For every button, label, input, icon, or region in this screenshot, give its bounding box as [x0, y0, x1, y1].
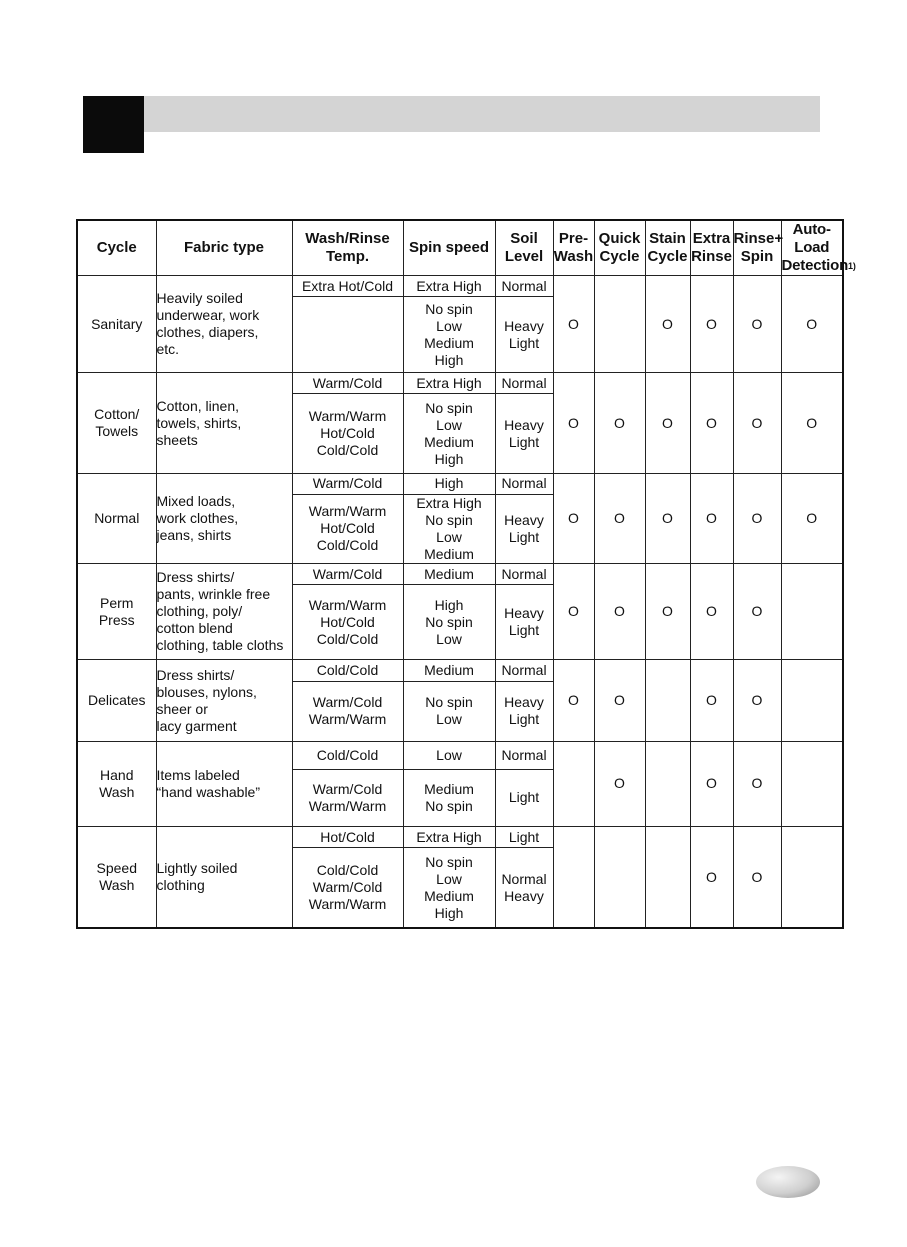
fabric-type-line: underwear, work: [156, 307, 260, 324]
fabric-type-line: etc.: [156, 341, 180, 358]
soil-options-line: Heavy: [504, 511, 544, 528]
temp-options-line: Warm/Cold: [312, 694, 383, 711]
page-number-badge: [756, 1166, 820, 1198]
spin-primary: [403, 373, 495, 394]
table-row: [77, 373, 843, 394]
stain-cycle-mark: [645, 660, 690, 741]
header-quick-cycle: Quick Cycle: [594, 220, 645, 276]
fabric-type-line: Items labeled: [156, 766, 240, 783]
cycle-name: [77, 660, 156, 741]
extra-rinse-mark: O: [690, 827, 733, 928]
fabric-type-line: “hand washable”: [156, 783, 261, 800]
fabric-type-line: pants, wrinkle free: [156, 586, 271, 603]
soil-options: [495, 848, 553, 928]
cycle-name-line: Cotton/: [94, 406, 140, 423]
soil-options-line: Light: [508, 711, 540, 728]
pre-wash-mark: O: [553, 564, 594, 660]
stain-cycle-mark: [645, 741, 690, 826]
table-row: [77, 741, 843, 769]
fabric-type-line: Mixed loads,: [156, 492, 236, 509]
spin-options: [403, 681, 495, 741]
pre-wash-mark: O: [553, 373, 594, 473]
spin-primary-line: Extra High: [416, 277, 482, 294]
header-stain-cycle: Stain Cycle: [645, 220, 690, 276]
cycle-name-line: Towels: [95, 423, 139, 440]
fabric-type: [156, 741, 292, 826]
rinse-spin-mark: O: [733, 660, 781, 741]
soil-primary-line: Normal: [501, 661, 547, 678]
soil-options: [495, 494, 553, 563]
spin-primary: [403, 660, 495, 681]
extra-rinse-mark: O: [690, 473, 733, 563]
cycle-name-line: Hand: [100, 766, 134, 783]
pre-wash-mark: [553, 741, 594, 826]
fabric-type: [156, 827, 292, 928]
fabric-type-line: jeans, shirts: [156, 526, 232, 543]
fabric-type-line: clothes, diapers,: [156, 324, 259, 341]
extra-rinse-mark: O: [690, 276, 733, 373]
spin-primary: [403, 827, 495, 848]
rinse-spin-mark: O: [733, 473, 781, 563]
temp-options-line: Cold/Cold: [316, 862, 379, 879]
soil-options-line: Light: [508, 789, 540, 806]
extra-rinse-mark: O: [690, 564, 733, 660]
spin-options: [403, 769, 495, 826]
spin-primary-line: Low: [436, 746, 462, 763]
spin-options-line: Extra High: [416, 494, 482, 511]
auto-load-detection-mark: O: [781, 473, 843, 563]
rinse-spin-mark: O: [733, 741, 781, 826]
cycle-name: [77, 373, 156, 473]
table-row: [77, 564, 843, 585]
extra-rinse-mark: O: [690, 741, 733, 826]
auto-load-detection-mark: [781, 564, 843, 660]
soil-options-line: Normal: [501, 870, 547, 887]
temp-options-line: Warm/Warm: [308, 408, 387, 425]
soil-primary-line: Normal: [501, 746, 547, 763]
fabric-type: [156, 564, 292, 660]
pre-wash-mark: O: [553, 473, 594, 563]
header-cycle: Cycle: [77, 220, 156, 276]
rinse-spin-mark: O: [733, 276, 781, 373]
quick-cycle-mark: O: [594, 564, 645, 660]
spin-primary: [403, 564, 495, 585]
temp-options: [292, 585, 403, 660]
fabric-type: [156, 660, 292, 741]
cycle-name-line: Normal: [94, 509, 140, 526]
temp-options-line: Warm/Cold: [312, 780, 383, 797]
fabric-type-line: blouses, nylons,: [156, 683, 257, 700]
header-auto-load-detection: Auto-Load Detection$^{1)}$: [781, 221, 856, 274]
stain-cycle-mark: O: [645, 564, 690, 660]
spin-options-line: No spin: [425, 300, 473, 317]
table-row: [77, 276, 843, 297]
temp-primary: [292, 373, 403, 394]
table-row: [77, 660, 843, 681]
temp-primary: [292, 564, 403, 585]
soil-options: [495, 297, 553, 373]
temp-options-line: Hot/Cold: [320, 520, 375, 537]
temp-options-line: Warm/Warm: [308, 503, 387, 520]
temp-primary-line: Extra Hot/Cold: [301, 277, 394, 294]
spin-options: [403, 494, 495, 563]
fabric-type-line: sheets: [156, 431, 198, 448]
temp-primary-line: Cold/Cold: [316, 746, 379, 763]
header-spin-speed: Spin speed: [403, 220, 495, 276]
spin-options-line: Low: [436, 870, 462, 887]
soil-primary: [495, 373, 553, 394]
soil-primary: [495, 827, 553, 848]
temp-options: [292, 681, 403, 741]
soil-options: [495, 769, 553, 826]
fabric-type-line: clothing, table cloths: [156, 637, 284, 654]
soil-options: [495, 394, 553, 473]
quick-cycle-mark: O: [594, 660, 645, 741]
header-extra-rinse: Extra Rinse: [690, 220, 733, 276]
spin-options-line: No spin: [425, 511, 473, 528]
spin-primary-line: High: [434, 475, 464, 492]
quick-cycle-mark: [594, 276, 645, 373]
spin-options-line: Medium: [424, 887, 474, 904]
temp-primary: [292, 276, 403, 297]
soil-primary: [495, 473, 553, 494]
fabric-type-line: clothing, poly/: [156, 603, 243, 620]
fabric-type-line: Dress shirts/: [156, 569, 235, 586]
temp-primary-line: Warm/Cold: [312, 475, 383, 492]
fabric-type: [156, 473, 292, 563]
spin-options: [403, 848, 495, 928]
temp-options-line: Warm/Warm: [308, 896, 387, 913]
temp-primary: [292, 827, 403, 848]
cycle-name-line: Sanitary: [91, 315, 143, 332]
spin-options-line: Medium: [424, 780, 474, 797]
spin-options-line: Medium: [424, 433, 474, 450]
spin-primary-line: Extra High: [416, 374, 482, 391]
stain-cycle-mark: [645, 827, 690, 928]
soil-options-line: Light: [508, 622, 540, 639]
temp-options-line: Warm/Warm: [308, 711, 387, 728]
header-rinse-spin: Rinse+ Spin: [733, 220, 781, 276]
extra-rinse-mark: O: [690, 373, 733, 473]
spin-options-line: No spin: [425, 853, 473, 870]
spin-primary: [403, 473, 495, 494]
temp-primary-line: Warm/Cold: [312, 565, 383, 582]
stain-cycle-mark: O: [645, 373, 690, 473]
cycle-name-line: Press: [98, 611, 135, 628]
temp-options: [292, 394, 403, 473]
temp-options: [292, 297, 403, 373]
pre-wash-mark: O: [553, 276, 594, 373]
temp-options-line: Hot/Cold: [320, 613, 375, 630]
cycle-name-line: Wash: [99, 783, 135, 800]
extra-rinse-mark: O: [690, 660, 733, 741]
soil-options-line: Light: [508, 528, 540, 545]
fabric-type-line: Lightly soiled: [156, 860, 238, 877]
auto-load-detection-mark: [781, 660, 843, 741]
temp-options-line: Cold/Cold: [316, 442, 379, 459]
temp-options-line: Warm/Cold: [312, 879, 383, 896]
soil-primary: [495, 564, 553, 585]
auto-load-detection-mark: O: [781, 373, 843, 473]
spin-options-line: Low: [436, 317, 462, 334]
temp-primary-line: Cold/Cold: [316, 661, 379, 678]
spin-primary: [403, 741, 495, 769]
temp-options: [292, 769, 403, 826]
spin-options: [403, 297, 495, 373]
fabric-type-line: work clothes,: [156, 509, 239, 526]
temp-primary: [292, 660, 403, 681]
auto-load-detection-mark: O: [781, 276, 843, 373]
soil-options: [495, 585, 553, 660]
fabric-type-line: lacy garment: [156, 717, 237, 734]
cycle-name-line: Delicates: [87, 692, 146, 709]
header-pre-wash: Pre- Wash: [553, 220, 594, 276]
temp-options-line: Hot/Cold: [320, 425, 375, 442]
spin-options-line: No spin: [425, 613, 473, 630]
cycle-name: [77, 827, 156, 928]
temp-options-line: Cold/Cold: [316, 537, 379, 554]
header-soil-level: Soil Level: [495, 220, 553, 276]
spin-primary-line: Extra High: [416, 828, 482, 845]
fabric-type-line: Heavily soiled: [156, 290, 243, 307]
spin-options-line: Low: [436, 711, 462, 728]
rinse-spin-mark: O: [733, 564, 781, 660]
section-header-bar: [144, 96, 820, 132]
fabric-type-line: clothing: [156, 877, 205, 894]
cycle-name: [77, 276, 156, 373]
quick-cycle-mark: O: [594, 373, 645, 473]
auto-load-detection-mark: [781, 741, 843, 826]
temp-primary-line: Hot/Cold: [320, 828, 375, 845]
soil-options-line: Heavy: [504, 887, 544, 904]
rinse-spin-mark: O: [733, 827, 781, 928]
spin-options-line: No spin: [425, 694, 473, 711]
cycle-name-line: Perm: [100, 594, 134, 611]
temp-primary: [292, 741, 403, 769]
spin-options-line: Low: [436, 416, 462, 433]
spin-options-line: No spin: [425, 797, 473, 814]
spin-options-line: High: [434, 904, 464, 921]
pre-wash-mark: [553, 827, 594, 928]
auto-load-detection-mark: [781, 827, 843, 928]
header-fabric-type: Fabric type: [156, 220, 292, 276]
spin-options-line: High: [434, 596, 464, 613]
soil-primary-line: Normal: [501, 374, 547, 391]
pre-wash-mark: O: [553, 660, 594, 741]
spin-options-line: Low: [436, 528, 462, 545]
soil-primary: [495, 276, 553, 297]
section-marker-block: [83, 96, 144, 153]
table-row: [77, 827, 843, 848]
temp-options-line: Warm/Warm: [308, 797, 387, 814]
spin-options-line: No spin: [425, 399, 473, 416]
soil-primary-line: Normal: [501, 277, 547, 294]
soil-primary: [495, 660, 553, 681]
temp-options: [292, 494, 403, 563]
header-row: [77, 220, 843, 276]
quick-cycle-mark: [594, 827, 645, 928]
spin-primary: [403, 276, 495, 297]
fabric-type: [156, 276, 292, 373]
temp-primary: [292, 473, 403, 494]
spin-options-line: High: [434, 450, 464, 467]
soil-options-line: Light: [508, 334, 540, 351]
soil-primary-line: Normal: [501, 475, 547, 492]
temp-options: [292, 848, 403, 928]
quick-cycle-mark: O: [594, 473, 645, 563]
cycle-name-line: Wash: [99, 877, 135, 894]
table-row: [77, 473, 843, 494]
stain-cycle-mark: O: [645, 473, 690, 563]
fabric-type-line: Cotton, linen,: [156, 397, 239, 414]
cycle-name: [77, 741, 156, 826]
fabric-type: [156, 373, 292, 473]
fabric-type-line: cotton blend: [156, 620, 233, 637]
cycle-name-line: Speed: [96, 860, 137, 877]
cycle-name: [77, 473, 156, 563]
spin-options-line: Medium: [424, 545, 474, 562]
soil-primary-line: Normal: [501, 565, 547, 582]
spin-options: [403, 394, 495, 473]
stain-cycle-mark: O: [645, 276, 690, 373]
quick-cycle-mark: O: [594, 741, 645, 826]
soil-primary-line: Light: [508, 828, 540, 845]
temp-primary-line: Warm/Cold: [312, 374, 383, 391]
soil-options-line: Heavy: [504, 694, 544, 711]
spin-primary-line: Medium: [424, 661, 474, 678]
spin-options-line: High: [434, 351, 464, 368]
rinse-spin-mark: O: [733, 373, 781, 473]
cycle-name: [77, 564, 156, 660]
soil-options-line: Heavy: [504, 605, 544, 622]
soil-options: [495, 681, 553, 741]
soil-options-line: Heavy: [504, 317, 544, 334]
fabric-type-line: Dress shirts/: [156, 666, 235, 683]
spin-options-line: Low: [436, 630, 462, 647]
fabric-type-line: sheer or: [156, 700, 208, 717]
temp-options-line: Warm/Warm: [308, 596, 387, 613]
temp-options-line: Cold/Cold: [316, 630, 379, 647]
spin-primary-line: Medium: [424, 565, 474, 582]
soil-options-line: Heavy: [504, 416, 544, 433]
wash-cycle-table: [76, 219, 856, 929]
fabric-type-line: towels, shirts,: [156, 414, 242, 431]
header-wash-rinse-temp: Wash/Rinse Temp.: [292, 220, 403, 276]
spin-options-line: Medium: [424, 334, 474, 351]
soil-options-line: Light: [508, 433, 540, 450]
spin-options: [403, 585, 495, 660]
soil-primary: [495, 741, 553, 769]
